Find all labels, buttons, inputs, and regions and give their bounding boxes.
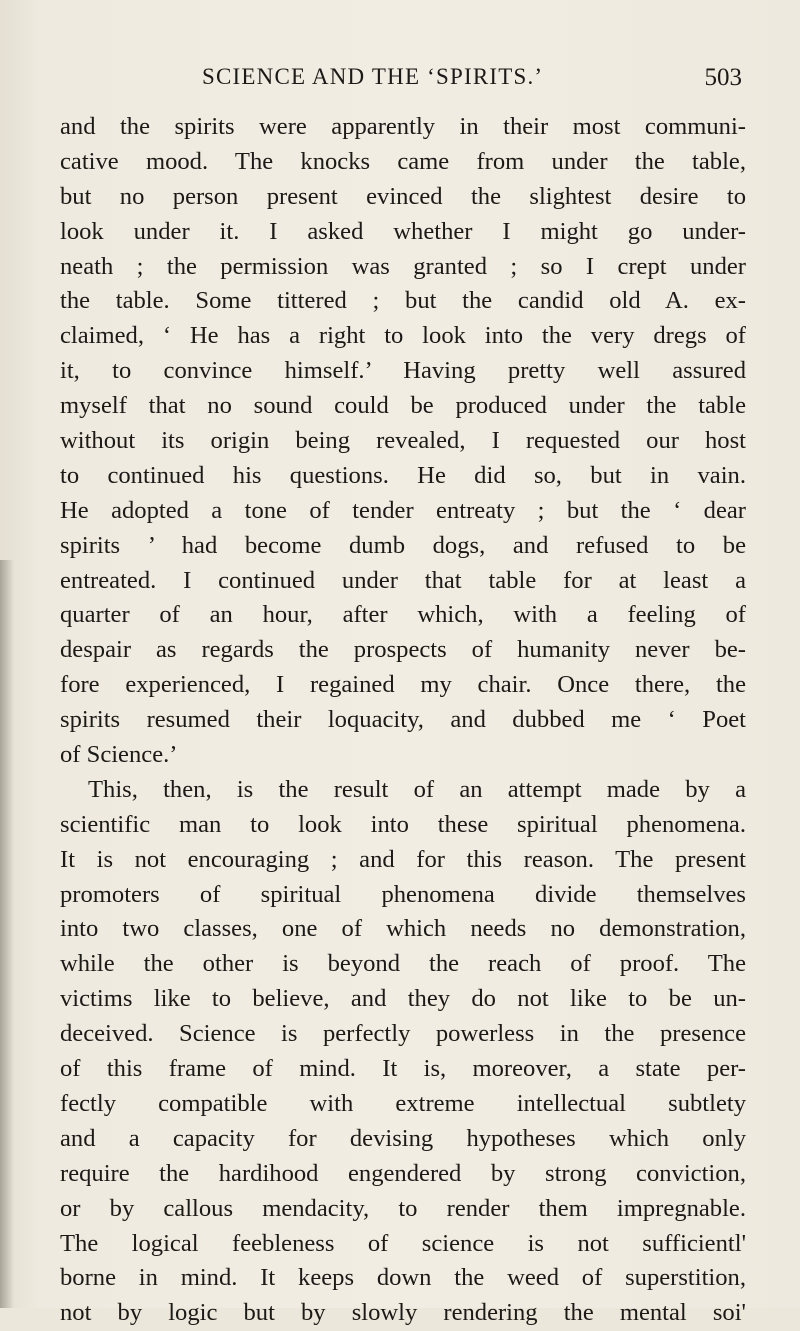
text-line: claimed, ‘ He has a right to look into the very dregs of bbox=[60, 322, 746, 350]
text-line: fore experienced, I regained my chair. Once there, the bbox=[60, 671, 746, 699]
body-text bbox=[60, 110, 746, 1331]
text-line: despair as regards the prospects of humanity never be- bbox=[60, 636, 746, 664]
text-line: spirits ’ had become dumb dogs, and refused to be bbox=[60, 531, 746, 559]
text-line: He adopted a tone of tender entreaty ; but the ‘ dear bbox=[60, 496, 746, 524]
page-number: 503 bbox=[704, 64, 742, 91]
text-line: the table. Some tittered ; but the candid old A. ex- bbox=[60, 287, 746, 315]
text-line: of this frame of mind. It is, moreover, a state per- bbox=[60, 1055, 746, 1083]
text-line: and the spirits were apparently in their most communi- bbox=[60, 113, 746, 140]
text-line: into two classes, one of which needs no demonstration, bbox=[60, 915, 746, 943]
text-line: without its origin being revealed, I requested our host bbox=[60, 427, 746, 455]
text-line: require the hardihood engendered by strong conviction, bbox=[60, 1159, 746, 1187]
text-line: promoters of spiritual phenomena divide themselves bbox=[60, 880, 746, 908]
text-line: while the other is beyond the reach of proof. The bbox=[60, 950, 746, 978]
text-line: not by logic but by slowly rendering the mental soi' bbox=[60, 1299, 746, 1327]
text-line: myself that no sound could be produced under the table bbox=[60, 392, 746, 420]
text-line: quarter of an hour, after which, with a feeling of bbox=[60, 601, 746, 629]
text-line: of Science.’ bbox=[60, 741, 178, 769]
text-line: It is not encouraging ; and for this reason. The present bbox=[60, 845, 746, 873]
running-head bbox=[62, 58, 742, 94]
text-line: it, to convince himself.’ Having pretty well assured bbox=[60, 357, 746, 385]
text-line: scientific man to look into these spiritual phenomena. bbox=[60, 810, 746, 838]
text-line: This, then, is the result of an attempt made by a bbox=[88, 775, 746, 803]
text-line: deceived. Science is perfectly powerless in the presence bbox=[60, 1020, 746, 1048]
text-line: victims like to believe, and they do not like to be un- bbox=[60, 985, 746, 1013]
text-line: fectly compatible with extreme intellectual subtlety bbox=[60, 1089, 746, 1117]
text-line: and a capacity for devising hypotheses which only bbox=[60, 1124, 746, 1152]
text-line: or by callous mendacity, to render them impregnable. bbox=[60, 1194, 746, 1222]
text-line: look under it. I asked whether I might go under- bbox=[60, 217, 746, 245]
text-line: neath ; the permission was granted ; so I crept under bbox=[60, 252, 746, 280]
text-line: but no person present evinced the slightest desire to bbox=[60, 182, 746, 210]
paragraph bbox=[60, 773, 746, 1331]
text-line: cative mood. The knocks came from under the table, bbox=[60, 147, 746, 175]
text-line: spirits resumed their loquacity, and dubbed me ‘ Poet bbox=[60, 706, 746, 734]
text-line: to continued his questions. He did so, but in vain. bbox=[60, 461, 746, 489]
paragraph bbox=[60, 110, 746, 773]
text-line: borne in mind. It keeps down the weed of superstition, bbox=[60, 1264, 746, 1292]
text-line: The logical feebleness of science is not sufficientl' bbox=[60, 1229, 746, 1257]
gutter-shadow bbox=[0, 560, 14, 1308]
running-title: SCIENCE AND THE ‘SPIRITS.’ bbox=[202, 64, 544, 89]
text-line: entreated. I continued under that table for at least a bbox=[60, 566, 746, 594]
